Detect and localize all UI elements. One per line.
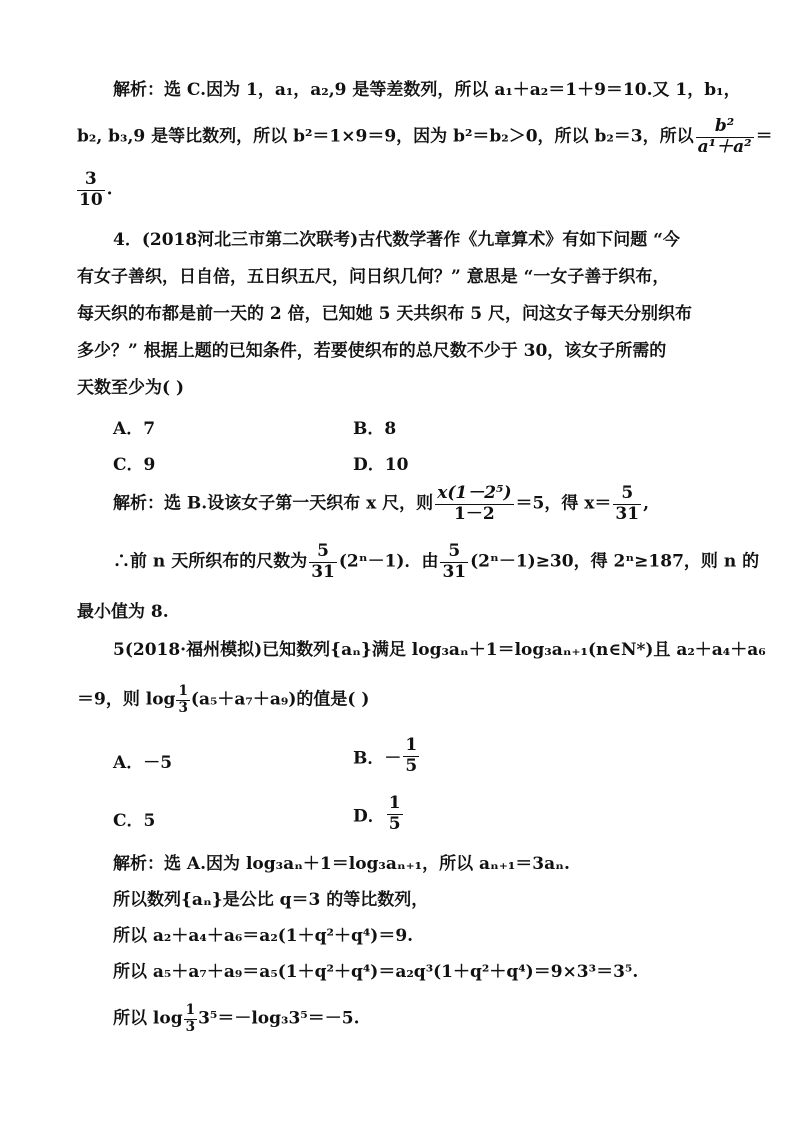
q3-solution-text-2: b₂, b₃,9 是等比数列，所以 b²＝1×9＝9，因为 b²＝b₂＞0，所以 b₂＝3，所以 (77, 126, 694, 147)
q5-option-d-fraction: $\frac{1}{5}$ (388, 793, 401, 834)
q5-option-d[interactable]: D． $\frac{1}{5}$ (353, 793, 401, 834)
q4-option-a[interactable]: A．7 (113, 419, 156, 439)
q3-solution-line-2: b₂, b₃,9 是等比数列，所以 b²＝1×9＝9，因为 b²＝b₂＞0，所以 b₂＝3，所以 $\frac{\text{b²}}{\text{a¹＋a²}}$ ＝ (77, 116, 773, 157)
q3-fraction-b2: $\frac{\text{b²}}{\text{a¹＋a²}}$ (697, 116, 752, 157)
q5-solution-line-3: 所以 a₂＋a₄＋a₆＝a₂(1＋q²＋q⁴)＝9. (113, 926, 414, 946)
q4-stem-line-2: 有女子善织，日自倍，五日织五尺，问日织几何？” 意思是 “一女子善于织布， (77, 267, 670, 287)
q4-solution-line-2: ∴前 n 天所织布的尺数为 $\frac{5}{31}$ (2ⁿ－1)．由 $\frac{5}{31}$ (2ⁿ－1)≥30，得 2ⁿ≥187，则 n 的 (113, 541, 760, 582)
q4-fraction-n: $\frac{5}{31}$ (311, 541, 335, 582)
q4-stem-line-3: 每天织的布都是前一天的 2 倍，已知她 5 天共织布 5 尺，问这女子每天分别织布 (77, 304, 692, 324)
q4-stem-line-1: 4．(2018河北三市第二次联考)古代数学著作《九章算术》有如下问题 “今 (113, 230, 680, 250)
q3-solution-head: 解析：选 C. (113, 80, 207, 100)
q5-option-c[interactable]: C．5 (113, 811, 156, 831)
q4-stem-line-4: 多少？” 根据上题的已知条件，若要使织布的总尺数不少于 30，该女子所需的 (77, 341, 667, 361)
q5-solution-line-5: 所以 log $\frac{1}{3}$ 3⁵＝－log₃3⁵＝－5. (113, 1002, 360, 1035)
q3-solution-line-1 (113, 80, 741, 100)
q5-option-b-fraction: $\frac{1}{5}$ (405, 735, 418, 776)
q4-solution-line-1: 解析：选 B.设该女子第一天织布 x 尺，则 $\frac{\text{x(1－2⁵)}}{1-2}$ ＝5，得 x＝ $\frac{5}{31}$ , (113, 483, 649, 524)
q4-option-c[interactable]: C．9 (113, 455, 156, 475)
q4-fraction-sum: $\frac{\text{x(1－2⁵)}}{1-2}$ (437, 483, 512, 524)
q5-stem-line-2: ＝9，则 log $\frac{1}{3}$ (a₅＋a₇＋a₉)的值是( ) (77, 683, 370, 716)
q5-log-base-fraction: $\frac{1}{3}$ (178, 683, 188, 716)
q4-option-d[interactable]: D．10 (353, 455, 409, 475)
q3-solution-text-1: 因为 1，a₁，a₂,9 是等差数列，所以 a₁＋a₂＝1＋9＝10.又 1，b₁， (206, 80, 741, 100)
q5-option-b[interactable]: B．－ $\frac{1}{5}$ (353, 735, 418, 776)
q3-answer-fraction: $\frac{3}{10}$ (79, 169, 103, 210)
q4-solution-line-3: 最小值为 8. (77, 602, 169, 622)
q4-fraction-ineq: $\frac{5}{31}$ (442, 541, 467, 582)
q5-solution-line-1: 解析：选 A.因为 log₃aₙ＋1＝log₃aₙ₊₁，所以 aₙ₊₁＝3aₙ. (113, 854, 570, 874)
q5-stem-line-1: 5(2018·福州模拟)已知数列{aₙ}满足 log₃aₙ＋1＝log₃aₙ₊₁(n∈N*)且 a₂＋a₄＋a₆ (113, 640, 766, 660)
q5-solution-line-2: 所以数列{aₙ}是公比 q＝3 的等比数列， (113, 890, 429, 910)
q4-fraction-x: $\frac{5}{31}$ (615, 483, 640, 524)
q5-solution-log-base-fraction: $\frac{1}{3}$ (185, 1002, 196, 1035)
q5-option-a[interactable]: A．－5 (113, 753, 173, 773)
q4-stem-line-5: 天数至少为( ) (77, 378, 185, 398)
q5-solution-line-4: 所以 a₅＋a₇＋a₉＝a₅(1＋q²＋q⁴)＝a₂q³(1＋q²＋q⁴)＝9×3³＝3⁵. (113, 962, 639, 982)
q4-option-b[interactable]: B．8 (353, 419, 397, 439)
q3-answer: $\frac{3}{10}$ . (79, 169, 113, 210)
